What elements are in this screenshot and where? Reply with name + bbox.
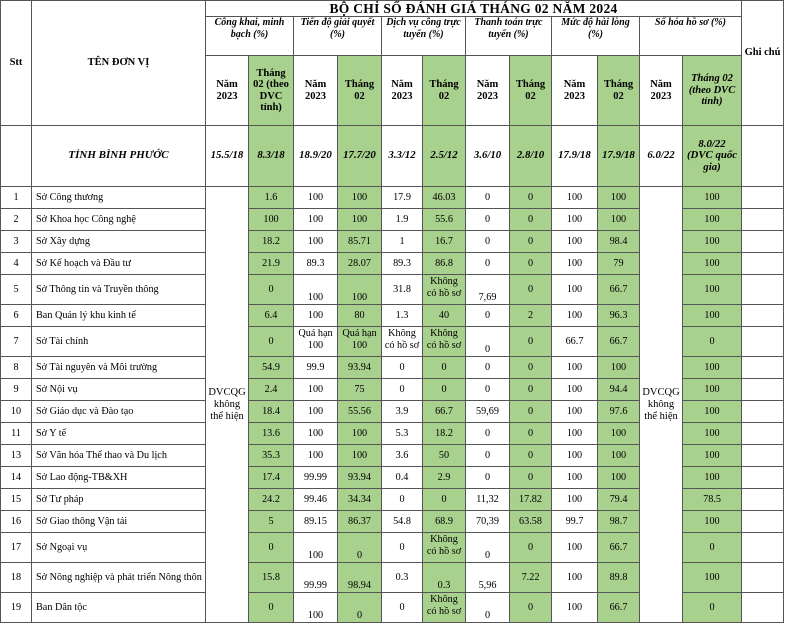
row-value: 100 (294, 231, 338, 253)
row-value: 100 (598, 423, 640, 445)
row-value: 1.6 (249, 187, 294, 209)
row-value: 100 (552, 187, 598, 209)
col-nam-2023: Năm 2023 (552, 56, 598, 126)
row-value: 100 (683, 187, 742, 209)
row-value: 100 (598, 445, 640, 467)
row-value: 100 (552, 305, 598, 327)
row-unit-name: Sở Y tế (32, 423, 206, 445)
row-value: Không có hồ sơ (423, 593, 466, 623)
row-value: 0 (382, 593, 423, 623)
row-value: 3.6 (382, 445, 423, 467)
row-value: 98.7 (598, 511, 640, 533)
row-stt: 11 (1, 423, 32, 445)
row-value: 18.4 (249, 401, 294, 423)
row-value: 100 (338, 275, 382, 305)
row-note (742, 489, 784, 511)
row-value: 2.9 (423, 467, 466, 489)
col-nam-2023: Năm 2023 (294, 56, 338, 126)
row-stt: 3 (1, 231, 32, 253)
row-value: 80 (338, 305, 382, 327)
row-value: 0.3 (382, 563, 423, 593)
row-value: 0 (510, 423, 552, 445)
row-value: 100 (683, 467, 742, 489)
province-value: 18.9/20 (294, 126, 338, 187)
row-stt: 15 (1, 489, 32, 511)
row-value: 100 (552, 275, 598, 305)
province-value: 8.3/18 (249, 126, 294, 187)
row-value: 100 (294, 305, 338, 327)
row-value: 0 (683, 593, 742, 623)
row-value: 100 (598, 187, 640, 209)
row-value: 89.3 (382, 253, 423, 275)
group-header-tien-do: Tiến độ giải quyết (%) (294, 17, 382, 56)
row-value: 18.2 (249, 231, 294, 253)
row-stt: 13 (1, 445, 32, 467)
row-note (742, 305, 784, 327)
row-unit-name: Sở Thông tin và Truyền thông (32, 275, 206, 305)
group-header-cong-khai: Công khai, minh bạch (%) (206, 17, 294, 56)
row-value: 55.6 (423, 209, 466, 231)
col-thang-02-dvc-tinh: Tháng 02 (theo DVC tỉnh) (249, 56, 294, 126)
row-value: 100 (683, 253, 742, 275)
table-row (1, 187, 784, 209)
row-note (742, 511, 784, 533)
row-value: 35.3 (249, 445, 294, 467)
row-value: 0 (510, 253, 552, 275)
row-value: 0.4 (382, 467, 423, 489)
row-value: 79 (598, 253, 640, 275)
row-value: 0 (466, 423, 510, 445)
row-value: 0 (683, 327, 742, 357)
province-value: 17.7/20 (338, 126, 382, 187)
row-value: 100 (683, 275, 742, 305)
row-value: 0 (423, 379, 466, 401)
row-value: 0 (510, 379, 552, 401)
row-value: 100 (294, 445, 338, 467)
row-value: 89.3 (294, 253, 338, 275)
row-value: 100 (552, 357, 598, 379)
row-note (742, 231, 784, 253)
row-value: 100 (338, 209, 382, 231)
row-value: 28.07 (338, 253, 382, 275)
row-value: 0 (249, 593, 294, 623)
row-value: 0 (466, 357, 510, 379)
row-value: 0 (382, 357, 423, 379)
row-value: 0 (382, 533, 423, 563)
row-value: 2 (510, 305, 552, 327)
row-value: 18.2 (423, 423, 466, 445)
row-value: 0 (510, 327, 552, 357)
row-value: 0 (466, 231, 510, 253)
row-value: 0 (510, 445, 552, 467)
row-value: 99.46 (294, 489, 338, 511)
row-note (742, 275, 784, 305)
row-value: 0 (510, 275, 552, 305)
row-value: 66.7 (598, 593, 640, 623)
row-value: 100 (552, 423, 598, 445)
row-value: 85.71 (338, 231, 382, 253)
row-value: 100 (552, 231, 598, 253)
province-value: 2.5/12 (423, 126, 466, 187)
row-value: 75 (338, 379, 382, 401)
row-value: 66.7 (423, 401, 466, 423)
row-value: 79.4 (598, 489, 640, 511)
row-value: 63.58 (510, 511, 552, 533)
row-note (742, 187, 784, 209)
col-thang-02-dvc-tinh (683, 56, 742, 126)
row-value: 17.9 (382, 187, 423, 209)
row-value: 54.8 (382, 511, 423, 533)
row-unit-name: Sở Công thương (32, 187, 206, 209)
row-value: 93.94 (338, 357, 382, 379)
row-value: 100 (552, 445, 598, 467)
province-stt (1, 126, 32, 187)
row-value: 40 (423, 305, 466, 327)
row-value: 0 (510, 467, 552, 489)
row-value: 0 (510, 231, 552, 253)
merged-note-so-hoa: DVCQG không thể hiện (640, 187, 683, 623)
row-value: 100 (552, 253, 598, 275)
page-title: BỘ CHỈ SỐ ĐÁNH GIÁ THÁNG 02 NĂM 2024 (206, 1, 742, 17)
row-value: 5.3 (382, 423, 423, 445)
row-value: 97.6 (598, 401, 640, 423)
row-value: 5,96 (466, 563, 510, 593)
row-value: 3.9 (382, 401, 423, 423)
row-value: 100 (294, 187, 338, 209)
row-value: 54.9 (249, 357, 294, 379)
row-stt: 2 (1, 209, 32, 231)
row-unit-name: Sở Văn hóa Thể thao và Du lịch (32, 445, 206, 467)
row-value: 100 (552, 533, 598, 563)
row-value: 66.7 (598, 327, 640, 357)
row-value: 100 (294, 423, 338, 445)
row-value: 100 (294, 379, 338, 401)
col-nam-2023: Năm 2023 (206, 56, 249, 126)
col-thang-02: Tháng 02 (423, 56, 466, 126)
row-value: 0 (466, 209, 510, 231)
row-note (742, 379, 784, 401)
row-value: 7,69 (466, 275, 510, 305)
row-stt: 4 (1, 253, 32, 275)
row-value: 0 (466, 305, 510, 327)
row-stt: 19 (1, 593, 32, 623)
row-value: 0 (249, 533, 294, 563)
row-value: 100 (552, 467, 598, 489)
row-unit-name: Sở Tài chính (32, 327, 206, 357)
row-value: 0 (510, 209, 552, 231)
row-note (742, 423, 784, 445)
row-value: Không có hồ sơ (423, 275, 466, 305)
row-note (742, 467, 784, 489)
row-stt: 5 (1, 275, 32, 305)
row-value: 66.7 (598, 275, 640, 305)
row-value: 0 (510, 357, 552, 379)
row-value: 0 (510, 593, 552, 623)
row-value: 15.8 (249, 563, 294, 593)
row-value: 96.3 (598, 305, 640, 327)
row-value: 0 (423, 357, 466, 379)
row-value: 31.8 (382, 275, 423, 305)
row-value: 100 (294, 401, 338, 423)
row-value: 89.8 (598, 563, 640, 593)
row-value: 13.6 (249, 423, 294, 445)
province-note (742, 126, 784, 187)
province-row (1, 126, 784, 187)
row-unit-name: Sở Khoa học Công nghệ (32, 209, 206, 231)
row-value: 99.99 (294, 467, 338, 489)
row-value: 50 (423, 445, 466, 467)
row-stt: 14 (1, 467, 32, 489)
row-value: 55.56 (338, 401, 382, 423)
row-value: 6.4 (249, 305, 294, 327)
row-value: 21.9 (249, 253, 294, 275)
row-value: 0 (249, 327, 294, 357)
col-thang-02-dvc-tinh-label: Tháng 02 (theo DVC tỉnh) (688, 73, 736, 108)
col-thang-02: Tháng 02 (598, 56, 640, 126)
row-value: 100 (338, 423, 382, 445)
row-value: 66.7 (598, 533, 640, 563)
row-value: 0 (466, 327, 510, 357)
row-value: 0 (466, 445, 510, 467)
row-value: 2.4 (249, 379, 294, 401)
row-value: 24.2 (249, 489, 294, 511)
row-value: Không có hồ sơ (423, 327, 466, 357)
province-value: 6.0/22 (640, 126, 683, 187)
row-unit-name: Sở Tài nguyên và Môi trường (32, 357, 206, 379)
row-stt: 6 (1, 305, 32, 327)
col-thang-02: Tháng 02 (510, 56, 552, 126)
row-unit-name: Sở Giáo dục và Đào tạo (32, 401, 206, 423)
row-value: 0 (510, 187, 552, 209)
row-stt: 7 (1, 327, 32, 357)
row-stt: 17 (1, 533, 32, 563)
row-value: 100 (552, 593, 598, 623)
row-value: 0 (249, 275, 294, 305)
row-value: 1.3 (382, 305, 423, 327)
row-note (742, 401, 784, 423)
row-value: 98.4 (598, 231, 640, 253)
row-value: 93.94 (338, 467, 382, 489)
row-value: 86.8 (423, 253, 466, 275)
row-value: 100 (294, 209, 338, 231)
row-value: 0 (466, 533, 510, 563)
row-stt: 18 (1, 563, 32, 593)
row-value: 100 (683, 231, 742, 253)
province-value: 3.6/10 (466, 126, 510, 187)
row-value: 0 (510, 533, 552, 563)
row-stt: 16 (1, 511, 32, 533)
row-value: 99.7 (552, 511, 598, 533)
row-value: 94.4 (598, 379, 640, 401)
row-value: 100 (552, 209, 598, 231)
row-value: 100 (598, 357, 640, 379)
row-note (742, 253, 784, 275)
row-value: 59,69 (466, 401, 510, 423)
row-value: 100 (552, 563, 598, 593)
row-stt: 1 (1, 187, 32, 209)
row-stt: 10 (1, 401, 32, 423)
row-value: 99.9 (294, 357, 338, 379)
row-value: 99.99 (294, 563, 338, 593)
row-value: 78.5 (683, 489, 742, 511)
row-value: 100 (552, 489, 598, 511)
row-value: 86.37 (338, 511, 382, 533)
col-nam-2023: Năm 2023 (640, 56, 683, 126)
province-value: 17.9/18 (598, 126, 640, 187)
note-header: Ghi chú (742, 1, 784, 126)
row-value: 5 (249, 511, 294, 533)
row-value: 1.9 (382, 209, 423, 231)
col-nam-2023: Năm 2023 (466, 56, 510, 126)
group-header-thanh-toan: Thanh toán trực tuyến (%) (466, 17, 552, 56)
row-unit-name: Sở Tư pháp (32, 489, 206, 511)
row-note (742, 593, 784, 623)
row-stt: 8 (1, 357, 32, 379)
row-value: Không có hồ sơ (423, 533, 466, 563)
row-note (742, 445, 784, 467)
row-value: 89.15 (294, 511, 338, 533)
row-unit-name: Ban Dân tộc (32, 593, 206, 623)
unit-name-header: TÊN ĐƠN VỊ (32, 1, 206, 126)
row-note (742, 357, 784, 379)
row-value: 0 (510, 401, 552, 423)
province-value: 15.5/18 (206, 126, 249, 187)
row-note (742, 563, 784, 593)
province-value: 2.8/10 (510, 126, 552, 187)
row-note (742, 209, 784, 231)
row-value: 0.3 (423, 563, 466, 593)
row-value: 0 (683, 533, 742, 563)
row-value: 100 (552, 379, 598, 401)
row-value: 0 (382, 489, 423, 511)
row-value: 0 (382, 379, 423, 401)
row-value: Không có hồ sơ (382, 327, 423, 357)
province-value: 17.9/18 (552, 126, 598, 187)
row-unit-name: Sở Nội vụ (32, 379, 206, 401)
row-value: 100 (598, 209, 640, 231)
stt-header: Stt (1, 1, 32, 126)
row-value: 0 (466, 467, 510, 489)
row-value: 100 (249, 209, 294, 231)
row-value: 100 (683, 563, 742, 593)
row-value: 17.82 (510, 489, 552, 511)
row-unit-name: Sở Kế hoạch và Đầu tư (32, 253, 206, 275)
province-value: 3.3/12 (382, 126, 423, 187)
row-value: 0 (466, 379, 510, 401)
row-value: 100 (598, 467, 640, 489)
row-note (742, 533, 784, 563)
group-header-hai-long: Mức độ hài lòng (%) (552, 17, 640, 56)
row-value: 0 (338, 533, 382, 563)
row-value: 0 (423, 489, 466, 511)
row-value: 34.34 (338, 489, 382, 511)
row-value: 0 (466, 253, 510, 275)
row-value: 100 (683, 423, 742, 445)
row-value: 7.22 (510, 563, 552, 593)
row-unit-name: Sở Ngoại vụ (32, 533, 206, 563)
row-value: 1 (382, 231, 423, 253)
row-value: 100 (683, 511, 742, 533)
row-value: 100 (294, 533, 338, 563)
row-value: 100 (294, 593, 338, 623)
group-header-dich-vu-cong: Dịch vụ công trực tuyến (%) (382, 17, 466, 56)
row-value: 66.7 (552, 327, 598, 357)
province-value: 8.0/22 (DVC quốc gia) (683, 126, 742, 187)
col-thang-02: Tháng 02 (338, 56, 382, 126)
row-value: 100 (683, 305, 742, 327)
row-value: 100 (338, 445, 382, 467)
row-note (742, 327, 784, 357)
row-value: 100 (683, 379, 742, 401)
row-value: 11,32 (466, 489, 510, 511)
row-value: 100 (683, 445, 742, 467)
row-value: Quá hạn 100 (338, 327, 382, 357)
row-value: 98.94 (338, 563, 382, 593)
province-name: TỈNH BÌNH PHƯỚC (32, 126, 206, 187)
row-value: 46.03 (423, 187, 466, 209)
row-value: 100 (338, 187, 382, 209)
row-value: 0 (338, 593, 382, 623)
row-unit-name: Sở Lao động-TB&XH (32, 467, 206, 489)
row-stt: 9 (1, 379, 32, 401)
row-value: 100 (683, 357, 742, 379)
row-value: 70,39 (466, 511, 510, 533)
row-value: 100 (552, 401, 598, 423)
row-unit-name: Sở Giao thông Vận tải (32, 511, 206, 533)
row-value: 100 (683, 209, 742, 231)
merged-note-cong-khai: DVCQG không thể hiện (206, 187, 249, 623)
row-value: 16.7 (423, 231, 466, 253)
row-value: 100 (294, 275, 338, 305)
col-nam-2023: Năm 2023 (382, 56, 423, 126)
row-value: 0 (466, 187, 510, 209)
row-value: 100 (683, 401, 742, 423)
row-value: 17.4 (249, 467, 294, 489)
row-value: 0 (466, 593, 510, 623)
row-unit-name: Ban Quản lý khu kinh tế (32, 305, 206, 327)
row-value: Quá hạn 100 (294, 327, 338, 357)
group-header-so-hoa: Số hóa hồ sơ (%) (640, 17, 742, 56)
row-value: 68.9 (423, 511, 466, 533)
row-unit-name: Sở Nông nghiệp và phát triển Nông thôn (32, 563, 206, 593)
row-unit-name: Sở Xây dựng (32, 231, 206, 253)
